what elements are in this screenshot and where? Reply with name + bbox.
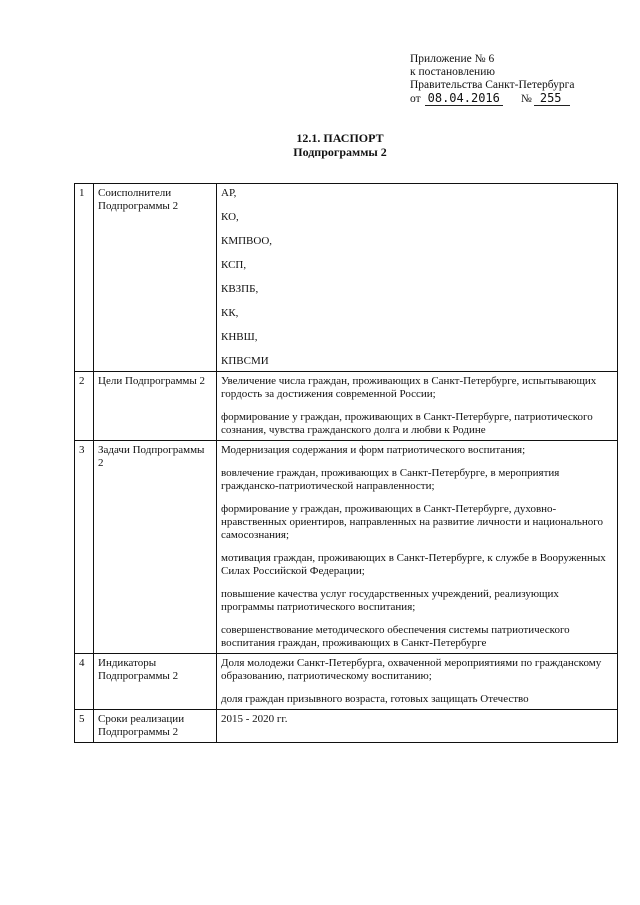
- row-number: 4: [75, 654, 94, 710]
- row-number: 3: [75, 441, 94, 654]
- co-executor-item: КСП,: [221, 259, 247, 271]
- row-label: Сроки реализации Подпрограммы 2: [94, 710, 217, 743]
- goal-item: Увеличение числа граждан, проживающих в Санкт-Петербурге, испытывающих гордость за достижения современной России;: [221, 375, 597, 400]
- appendix-header: [410, 53, 575, 106]
- task-item: формирование у граждан, проживающих в Санкт-Петербурге, духовно-нравственных ориентиров, направленных на развитие личности и национального самосознания;: [221, 503, 604, 541]
- title-line-1: 12.1. ПАСПОРТ: [296, 131, 384, 145]
- indicator-item: доля граждан призывного возраста, готовых защищать Отечество: [221, 693, 529, 705]
- decree-date: 08.04.2016: [425, 92, 503, 106]
- co-executor-item: АР,: [221, 187, 237, 199]
- row-number: 2: [75, 372, 94, 441]
- row-label: Соисполнители Подпрограммы 2: [94, 184, 217, 372]
- co-executor-item: КВЗПБ,: [221, 283, 259, 295]
- indicator-item: Доля молодежи Санкт-Петербурга, охваченной мероприятиями по гражданскому образованию, патриотическому воспитанию;: [221, 657, 602, 682]
- table-row: [75, 372, 618, 441]
- row-content: [217, 441, 618, 654]
- timeline-item: 2015 - 2020 гг.: [221, 713, 288, 725]
- row-content: [217, 372, 618, 441]
- co-executor-item: КМПВОО,: [221, 235, 273, 247]
- document-title: [0, 131, 640, 159]
- co-executor-item: КНВШ,: [221, 331, 258, 343]
- table-row: [75, 184, 618, 372]
- table-row: [75, 710, 618, 743]
- co-executor-item: КК,: [221, 307, 239, 319]
- task-item: вовлечение граждан, проживающих в Санкт-Петербурге, в мероприятия гражданско-патриотической направленности;: [221, 467, 560, 492]
- goal-item: формирование у граждан, проживающих в Санкт-Петербурге, патриотического сознания, чувства гражданского долга и любви к Родине: [221, 411, 593, 436]
- row-label: Цели Подпрограммы 2: [94, 372, 217, 441]
- task-item: мотивация граждан, проживающих в Санкт-Петербурге, к службе в Вооруженных Силах Российской Федерации;: [221, 552, 606, 577]
- row-number: 5: [75, 710, 94, 743]
- government-name: Правительства Санкт-Петербурга: [410, 79, 575, 91]
- row-content: [217, 184, 618, 372]
- task-item: повышение качества услуг государственных учреждений, реализующих программы патриотического воспитания;: [221, 588, 559, 613]
- number-prefix: №: [520, 93, 532, 105]
- row-number: 1: [75, 184, 94, 372]
- row-label: Задачи Подпрограммы 2: [94, 441, 217, 654]
- appendix-number: Приложение № 6: [410, 53, 495, 65]
- row-label: Индикаторы Подпрограммы 2: [94, 654, 217, 710]
- row-content: [217, 710, 618, 743]
- title-line-2: Подпрограммы 2: [293, 145, 387, 159]
- co-executor-item: КО,: [221, 211, 239, 223]
- passport-table: [74, 183, 618, 743]
- table-row: [75, 654, 618, 710]
- task-item: совершенствование методического обеспечения системы патриотического воспитания граждан, проживающих в Санкт-Петербурге: [221, 624, 570, 649]
- row-content: [217, 654, 618, 710]
- task-item: Модернизация содержания и форм патриотического воспитания;: [221, 444, 526, 456]
- date-number-row: [410, 92, 575, 106]
- co-executor-item: КПВСМИ: [221, 355, 269, 367]
- date-prefix: от: [410, 93, 421, 105]
- decree-number: 255: [534, 92, 570, 106]
- decree-reference: к постановлению: [410, 66, 495, 78]
- table-row: [75, 441, 618, 654]
